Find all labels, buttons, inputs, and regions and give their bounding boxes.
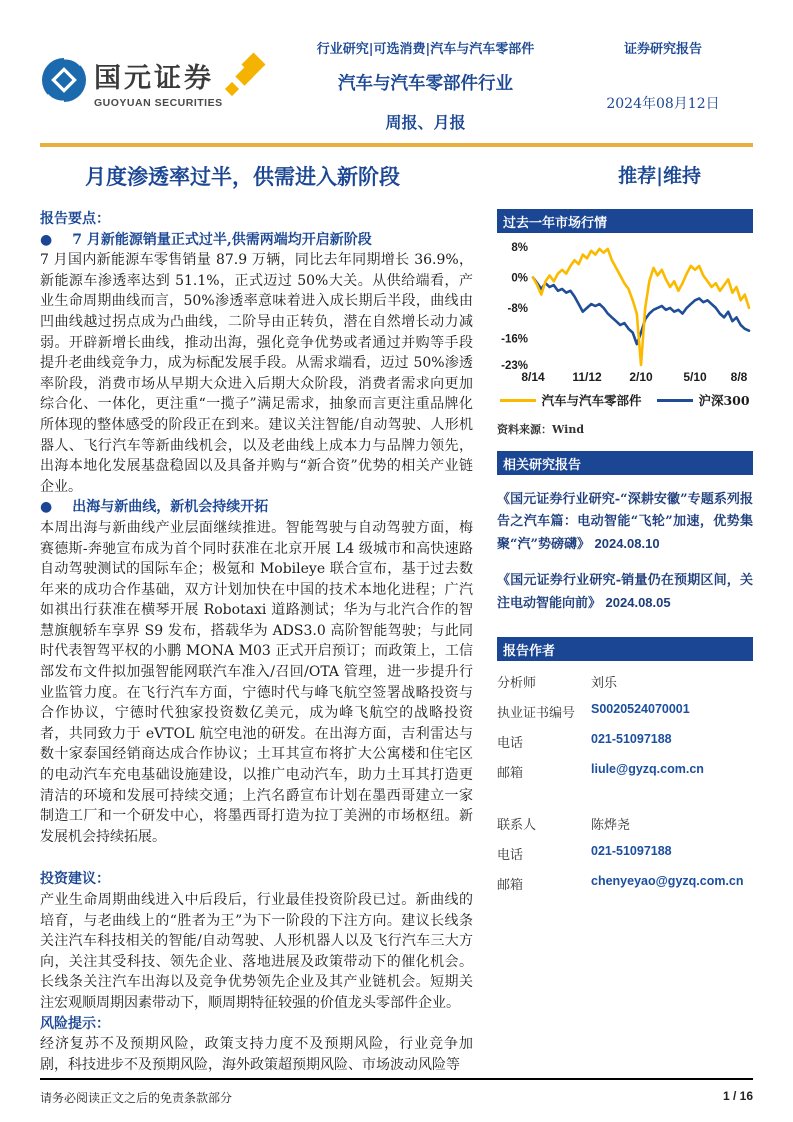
related-report-2[interactable] (497, 570, 753, 615)
paragraph-2: 本周出海与新曲线产业层面继续推进。智能驾驶与自动驾驶方面，梅赛德斯-奔驰宣布成为首个同时获准在北京开展 L4 级城市和高快速路自动驾驶测试的国际车企；极氪和 Mobileye 联合宣布，基于过去数年来的成功合作基础，双方计划加快在中国的技术本地化进程；广汽如祺出行获准在横琴开展 Robotaxi 道路测试；华为与北汽合作的智慧旗舰轿车享界 S9 发布，搭载华为 ADS3.0 高阶智能驾驶；与此同时代表智驾平权的小鹏 MONA M03 正式开启预订；而政策上，工信部发布文件拟加强智能网联汽车准入/召回/OTA 管理，进一步提升行业监管力度。在飞行汽车方面，宁德时代与峰飞航空签署战略投资与合作协议，宁德时代独家投资数亿美元，成为峰飞航空的战略投资者，共同致力于 eVTOL 航空电池的研发。在出海方面，吉利雷达与数十家泰国经销商达成合作协议；土耳其宣布将扩大公寓楼和住宅区的电动汽车充电基础设施建设，以推广电动汽车，助力土耳其打造更清洁的环境和发展可持续交通；上汽名爵宣布计划在墨西哥建立一家制造工厂和一个研发中心，将墨西哥打造为拉丁美洲的市场枢纽。新发展机会持续拓展。 (40, 519, 473, 845)
industry-title: 汽车与汽车零部件行业 (338, 74, 513, 94)
cert-row (497, 702, 753, 721)
analyst-label: 分析师 (497, 676, 537, 691)
related-report-1-title: 《国元证券行业研究-“深耕安徽”专题系列报告之汽车篇：电动智能“飞轮”加速，优势集聚“汽”势磅礴》 (497, 492, 753, 552)
svg-text:-23%: -23% (501, 360, 528, 372)
investment-heading: 投资建议： (40, 871, 110, 888)
related-report-1[interactable] (497, 489, 753, 556)
bullet-1-title: 7 月新能源销量正式过半,供需两端均开启新阶段 (72, 231, 372, 248)
logo-text (94, 56, 223, 109)
contact-row (497, 814, 753, 833)
chart-source: 资料来源：Wind (497, 423, 585, 436)
logo-emblem-icon (40, 56, 88, 104)
market-chart-wrap (497, 239, 753, 391)
bullet-item-1 (40, 230, 473, 251)
legend-item: 汽车与汽车零部件 (500, 391, 641, 409)
page-header (40, 0, 753, 133)
page-footer (40, 1078, 753, 1106)
email-row-1 (497, 762, 753, 781)
bullet-icon: ● (40, 231, 53, 248)
report-kind-label: 证券研究报告 (623, 42, 702, 57)
svg-text:5/10: 5/10 (683, 370, 707, 384)
analyst-row (497, 672, 753, 691)
analyst-phone: 021-51097188 (591, 732, 672, 746)
title-row (40, 147, 753, 191)
contact-label: 联系人 (497, 818, 537, 833)
bullet-item-2 (40, 497, 473, 518)
contact-phone: 021-51097188 (591, 844, 672, 858)
svg-text:2/10: 2/10 (629, 370, 653, 384)
contact-email[interactable]: chenyeyao@gyzq.com.cn (591, 874, 744, 888)
email-row-2 (497, 874, 753, 893)
svg-text:0%: 0% (511, 272, 528, 285)
report-date: 2024年08月12日 (606, 96, 720, 112)
bullet-2-title: 出海与新曲线，新机会持续开拓 (72, 499, 269, 516)
main-content (40, 209, 753, 1075)
related-reports-banner: 相关研究报告 (497, 451, 753, 475)
logo-name-en: GUOYUAN SECURITIES (94, 97, 223, 109)
page-title: 月度渗透率过半，供需进入新阶段 (85, 164, 400, 189)
related-report-2-date: 2024.08.05 (605, 595, 671, 610)
report-type: 周报、月报 (385, 113, 466, 132)
paragraph-3: 产业生命周期曲线进入中后段后，行业最佳投资阶段已过。新曲线的培育，与老曲线上的“胜者为王”为下一阶段的下注方向。建议长线条关注汽车科技相关的智能/自动驾驶、人形机器人以及飞行汽车三大方向，关注其受科技、领先企业、落地进展及政策带动下的催化机会。长线条关注汽车出海以及竞争优势领先企业及其产业链机会。短期关注宏观顺周期因素带动下，顺周期特征较强的价值龙头零部件企业。 (40, 892, 473, 1011)
related-report-1-date: 2024.08.10 (594, 536, 660, 551)
rating-badge: 推荐|维持 (618, 165, 701, 187)
legend-swatch (500, 399, 536, 402)
bullet-icon: ● (40, 499, 53, 516)
logo-name-cn: 国元证券 (94, 63, 214, 94)
svg-text:11/12: 11/12 (572, 370, 602, 384)
contact-name: 陈烨尧 (591, 818, 631, 833)
svg-text:8/8: 8/8 (730, 370, 748, 384)
keypoints-heading: 报告要点： (40, 211, 110, 227)
svg-text:8%: 8% (511, 242, 528, 254)
phone-row-1 (497, 732, 753, 751)
cert-label: 执业证书编号 (497, 706, 576, 721)
authors-banner: 报告作者 (497, 637, 753, 661)
authors-section (497, 637, 753, 893)
cert-number: S0020524070001 (591, 702, 690, 716)
header-right (573, 38, 753, 133)
market-banner: 过去一年市场行情 (497, 209, 753, 233)
phone-label: 电话 (497, 848, 524, 863)
header-center (278, 38, 573, 133)
guoyuan-logo (40, 38, 278, 133)
breadcrumb: 行业研究|可选消费|汽车与汽车零部件 (316, 42, 535, 57)
svg-text:-8%: -8% (507, 302, 528, 315)
paragraph-4: 经济复苏不及预期风险，政策支持力度不及预期风险，行业竞争加剧，科技进步不及预期风险，海外政策超预期风险、市场波动风险等 (40, 1036, 473, 1073)
email-label: 邮箱 (497, 766, 524, 781)
legend-item: 沪深300 (657, 391, 749, 409)
market-chart (497, 239, 753, 387)
svg-text:8/14: 8/14 (521, 370, 545, 384)
svg-text:-16%: -16% (501, 333, 528, 346)
chart-legend (497, 391, 753, 409)
sidebar (497, 209, 753, 1075)
paragraph-1: 7 月国内新能源车零售销量 87.9 万辆，同比去年同期增长 36.9%，新能源车渗透率达到 51.1%，正式迈过 50%大关。从供给端看，产业生命周期曲线而言，50%渗透率意味着进入成长期后半段，曲线由凹曲线越过拐点成为凸曲线，二阶导由正转负，潜在自然增长动力减弱。开辟新增长曲线，推动出海，强化竞争优势或者通过并购等手段提升老曲线竞争力，成为标配发展手段。从需求端看，迈过 50%渗透率阶段，消费市场从早期大众进入后期大众阶段，消费者需求向更加综合化、一体化，更注重“一揽子”满足需求，抽象而言更注重品牌化所体现的整体感受的阶段正在到来。建议关注智能/自动驾驶、人形机器人、飞行汽车等新曲线机会，以及老曲线上成本力与品牌力领先，出海本地化发展基盘稳固以及具备并购与“新合资”优势的相关产业链企业。 (40, 252, 473, 495)
legend-swatch (657, 399, 693, 402)
phone-label: 电话 (497, 736, 524, 751)
email-label: 邮箱 (497, 878, 524, 893)
logo-sparkles-icon (227, 56, 263, 100)
risk-heading: 风险提示： (40, 1015, 110, 1032)
related-report-2-title: 《国元证券行业研究-销量仍在预期区间，关注电动智能向前》 (497, 573, 753, 611)
body-column (40, 209, 473, 1075)
analyst-email[interactable]: liule@gyzq.com.cn (591, 762, 704, 776)
footer-disclaimer: 请务必阅读正文之后的免责条款部分 (40, 1091, 233, 1105)
phone-row-2 (497, 844, 753, 863)
page-number: 1 / 16 (722, 1089, 753, 1103)
analyst-name: 刘乐 (591, 676, 618, 691)
